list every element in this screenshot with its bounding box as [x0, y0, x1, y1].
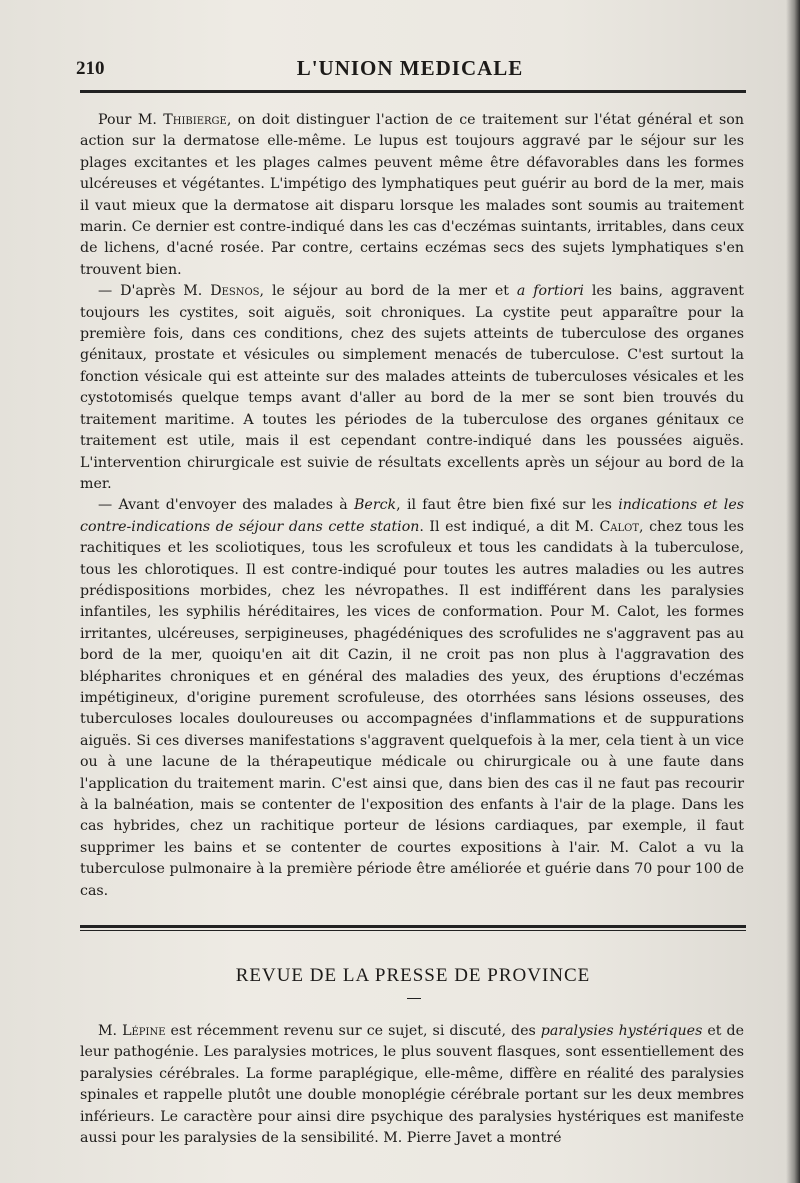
text-run: — D'après M. [98, 283, 211, 300]
second-article-body [80, 1021, 744, 1149]
paragraph-desnos [80, 281, 744, 495]
text-run: et de leur pathogénie. Les paralysies motrices, le plus souvent flasques, sont essentiellement des paralysies cérébrales. La forme paraplégique, elle-même, diffère en réalité des paralysies spinales et rappelle plutôt une double monoplégie cérébrale portant sur les deux membres inférieurs. Le caractère pour ainsi dire psychique des paralysies hystériques est manifeste aussi pour les paralysies de la sensibilité. M. Pierre Javet a montré [80, 1023, 744, 1147]
text-run: M. [98, 1023, 123, 1039]
paragraph-calot [80, 495, 744, 902]
author-name: Desnos [210, 283, 260, 300]
italic-phrase: a fortiori [516, 283, 584, 300]
italic-phrase: indications et les contre-indications de séjour dans cette station [80, 497, 745, 535]
text-run: . Il est indiqué, a dit M. [419, 518, 600, 535]
scan-edge-shadow [786, 0, 800, 1183]
text-run: Pour M. [98, 112, 164, 128]
paragraph-lepine [80, 1021, 744, 1149]
place-name: Berck [354, 497, 397, 514]
text-run: , le séjour au bord de la mer et [259, 283, 517, 300]
section-divider [80, 925, 746, 931]
running-title: L'UNION MEDICALE [296, 56, 524, 80]
rule-thin [80, 930, 746, 931]
text-run: — Avant d'envoyer des malades à [98, 497, 354, 514]
article-body [80, 110, 744, 902]
text-run: , on doit distinguer l'action de ce traitement sur l'état général et son action sur la dermatose elle-même. Le lupus est toujours aggravé par le séjour sur les plages excitantes et les plages calmes peuvent même être défavorables dans les formes ulcéreuses et végétantes. L'impétigo des lymphatiques peut guérir au bord de la mer, mais il vaut mieux que la dermatose ait disparu lorsque les malades sont soumis au traitement marin. Ce dernier est contre-indiqué dans les cas d'eczémas suintants, irritables, dans ceux de lichens, d'acné rosée. Par contre, certains eczémas secs des sujets lymphatiques s'en trouvent bien. [80, 112, 744, 278]
rule-thick [80, 925, 746, 928]
text-run: les bains, aggravent toujours les cystites, soit aiguës, soit chroniques. La cystite peut apparaître pour la première fois, dans ces conditions, chez des sujets atteints de tuberculose des organes génitaux, prostate et vésicules ou simplement menacés de tuberculose. C'est surtout la fonction vésicale qui est atteinte sur des malades atteints de tuberculoses vésicales et les cystotomisés quelque temps avant d'aller au bord de la mer se sont bien trouvés du traitement maritime. A toutes les périodes de la tuberculose des organes génitaux ce traitement est utile, mais il est cependant contre-indiqué dans les poussées aiguës. L'intervention chirurgicale est suivie de résultats excellents après un séjour au bord de la mer. [80, 283, 744, 492]
author-name: Thibierge [163, 112, 227, 128]
page-number: 210 [76, 58, 105, 79]
section-heading: REVUE DE LA PRESSE DE PROVINCE [235, 965, 591, 986]
page-header [76, 56, 744, 86]
author-name: Calot [599, 518, 640, 535]
header-rule [80, 90, 746, 93]
text-run: , chez tous les rachitiques et les scoliotiques, tous les scrofuleux et tous les candidats à la tuberculose, tous les chlorotiques. Il est contre-indiqué pour toutes les autres maladies ou les autres prédispositions morbides, chez les névropathes. Il est indifférent dans les paralysies infantiles, les syphilis héréditaires, les vices de conformation. Pour M. Calot, les formes irritantes, ulcéreuses, serpigineuses, phagédéniques des scrofulides ne s'aggravent pas au bord de la mer, quoiqu'en ait dit Cazin, il ne croit pas non plus à l'aggravation des blépharites chroniques et en général des maladies des yeux, des éruptions d'eczémas impétigineux, d'origine purement scrofuleuse, des otorrhées sans lésions osseuses, des tuberculoses locales douloureuses ou accompagnées d'inflammations et de suppurations aiguës. Si ces diverses manifestations s'aggravent quelquefois à la mer, cela tient à un vice ou à une lacune de la thérapeutique médicale ou chirurgicale ou à une faute dans l'application du traitement marin. C'est ainsi que, dans bien des cas il ne faut pas recourir à la balnéation, mais se contenter de l'exposition des enfants à l'air de la plage. Dans les cas hybrides, chez un rachitique porteur de lésions cardiaques, par exemple, il faut supprimer les bains et se contenter de courtes expositions à l'air. M. Calot a vu la tuberculose pulmonaire à la première période être améliorée et guérie dans 70 pour 100 de cas. [80, 518, 744, 899]
author-name: Lépine [122, 1023, 166, 1039]
paragraph-thibierge [80, 110, 744, 281]
heading-dash [407, 998, 421, 999]
text-run: est récemment revenu sur ce sujet, si discuté, des [165, 1023, 541, 1039]
italic-phrase: paralysies hystériques [540, 1023, 703, 1039]
text-run: , il faut être bien fixé sur les [396, 497, 619, 514]
